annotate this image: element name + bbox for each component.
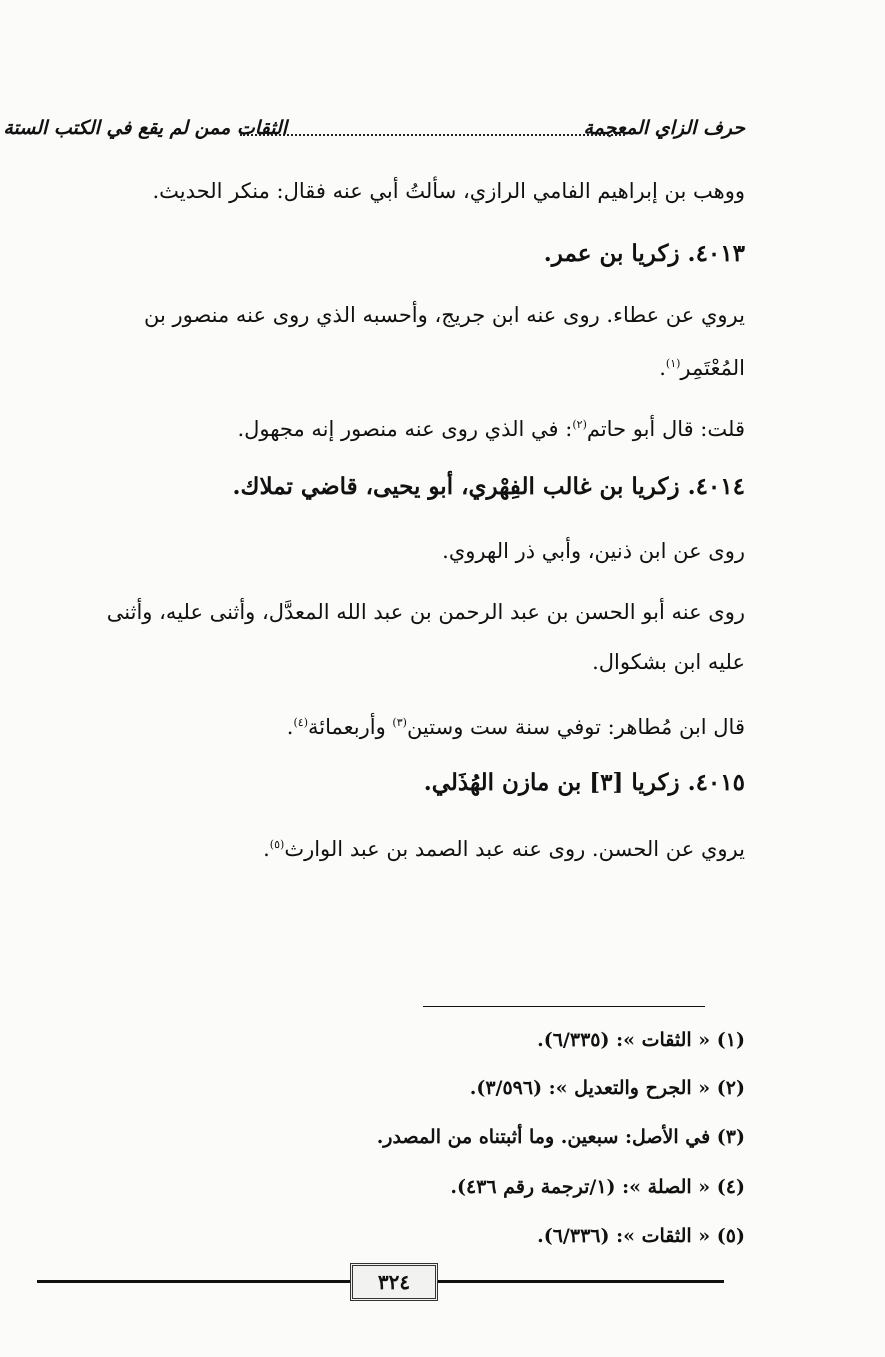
- continuation-line: ووهب بن إبراهيم الفامي الرازي، سألتُ أبي عنه فقال: منكر الحديث.: [152, 179, 745, 203]
- entry-4013-note-b: : في الذي روى عنه منصور إنه مجهول.: [237, 417, 573, 441]
- footnote-ref-1: (١): [665, 357, 681, 370]
- footnote-3: (٣) في الأصل: سبعين. وما أثبتناه من المصدر.: [376, 1126, 745, 1148]
- sentence-period: .: [286, 715, 294, 739]
- entry-4015-heading: ٤٠١٥. زكريا [٣] بن مازن الهُذَلي.: [423, 769, 745, 796]
- entry-4014-heading: ٤٠١٤. زكريا بن غالب الفِهْري، أبو يحيى، قاضي تملاك.: [232, 473, 745, 500]
- entry-4013-note-a: قلت: قال أبو حاتم: [586, 417, 745, 441]
- footnote-2: (٢) « الجرح والتعديل »: (٣/٥٩٦).: [469, 1077, 745, 1099]
- entry-4013-text-2: [659, 349, 745, 383]
- entry-4014-note-b: وأربعمائة: [308, 715, 393, 739]
- footnote-1: (١) « الثقات »: (٦/٣٣٥).: [537, 1029, 745, 1051]
- footnote-5: (٥) « الثقات »: (٦/٣٣٦).: [537, 1225, 745, 1247]
- entry-4014-text-3: عليه ابن بشكوال.: [592, 650, 745, 674]
- entry-4013-text-1: يروي عن عطاء. روى عنه ابن جريج، وأحسبه الذي روى عنه منصور بن: [143, 303, 745, 327]
- entry-4014-note-a: قال ابن مُطاهر: توفي سنة ست وستين: [406, 715, 745, 739]
- running-header-right-title: الثقات ممن لم يقع في الكتب الستة: [3, 117, 287, 139]
- page-number: ٣٢٤: [350, 1263, 438, 1301]
- header-dotted-leader: [240, 134, 625, 136]
- running-header-left-title: حرف الزاي المعجمة: [583, 117, 745, 139]
- page-rule-right: [434, 1280, 724, 1283]
- entry-4015-text-1: [263, 830, 745, 864]
- footnote-ref-2: (٢): [572, 418, 587, 431]
- entry-4013-heading: ٤٠١٣. زكريا بن عمر.: [543, 240, 745, 267]
- sentence-period: .: [263, 837, 270, 861]
- footnote-ref-3: (٣): [392, 716, 407, 729]
- entry-4014-note: [287, 708, 745, 742]
- entry-4014-text-2: روى عنه أبو الحسن بن عبد الرحمن بن عبد الله المعدَّل، وأثنى عليه، وأثنى: [106, 600, 745, 624]
- page-rule-left: [37, 1280, 350, 1283]
- entry-4013-note: [237, 410, 745, 444]
- footnote-ref-5: (٥): [269, 838, 285, 851]
- entry-4014-text-1: روى عن ابن ذنين، وأبي ذر الهروي.: [442, 539, 745, 563]
- footnote-ref-4: (٤): [293, 716, 308, 729]
- entry-4013-text-2-body: المُعْتَمِر: [680, 356, 745, 380]
- sentence-period: .: [659, 356, 666, 380]
- entry-4015-text-1-body: يروي عن الحسن. روى عنه عبد الصمد بن عبد الوارث: [284, 837, 745, 861]
- footnote-separator: [423, 1006, 705, 1007]
- footnote-4: (٤) « الصلة »: (١/ترجمة رقم ٤٣٦).: [450, 1176, 745, 1198]
